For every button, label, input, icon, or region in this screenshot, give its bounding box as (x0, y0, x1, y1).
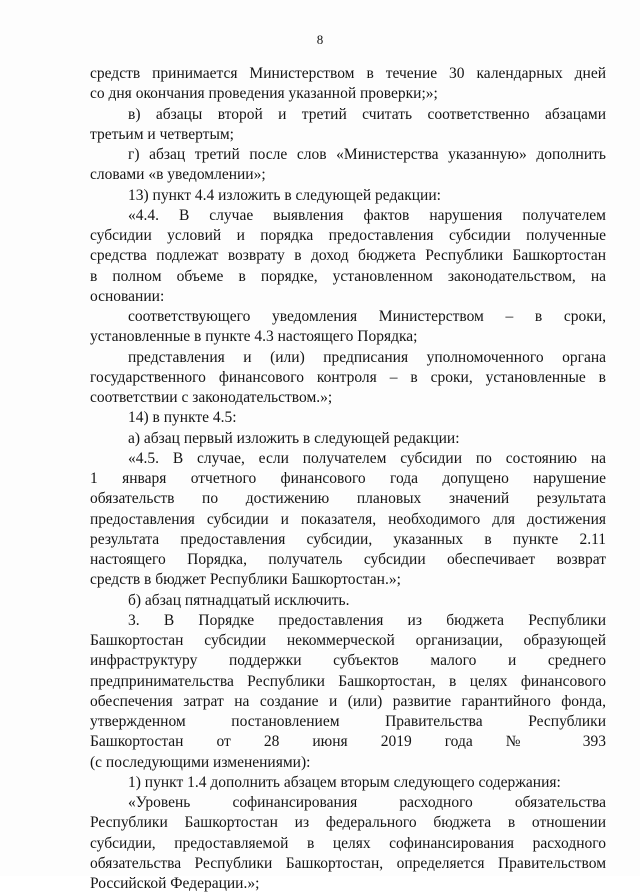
text-line: представления и (или) предписания уполномоченного органа (128, 348, 606, 366)
text-line: средств в бюджет Республики Башкортостан.»; (90, 571, 401, 589)
text-line: средства подлежат возврату в доход бюджета Республики Башкортостан (90, 247, 606, 265)
text-line: Башкортостан субсидии некоммерческой организации, образующей (90, 632, 606, 649)
text-line: в) абзацы второй и третий считать соответственно абзацами (128, 105, 606, 123)
text-line: предоставления субсидии и показателя, необходимого для достижения (90, 510, 606, 528)
page-number: 8 (316, 32, 324, 47)
text-line: 1) пункт 1.4 дополнить абзацем вторым следующего содержания: (128, 773, 561, 791)
text-line: а) абзац первый изложить в следующей редакции: (128, 429, 460, 447)
text-line: третьим и четвертым; (90, 125, 234, 143)
text-line: б) абзац пятнадцатый исключить. (128, 591, 350, 609)
text-line: Республики Башкортостан из федерального бюджета в отношении (90, 814, 606, 832)
text-line: «4.5. В случае, если получателем субсидии по состоянию на (128, 449, 606, 467)
text-line: Башкортостан от 28 июня 2019 года № 393 (90, 733, 606, 751)
text-line: субсидии, предоставляемой в целях софинансирования расходного (90, 834, 606, 852)
text-line: предпринимательства Республики Башкортостан, в целях финансового (90, 672, 606, 690)
text-line: обязательства Республики Башкортостан, определяется Правительством (90, 854, 606, 872)
text-line: 3. В Порядке предоставления из бюджета Республики (128, 611, 606, 629)
text-line: результата предоставления субсидии, указанных в пункте 2.11 (90, 530, 606, 548)
text-line: установленные в пункте 4.3 настоящего Порядка; (90, 328, 418, 346)
text-line: средств принимается Министерством в течение 30 календарных дней (90, 65, 606, 82)
text-line: 13) пункт 4.4 изложить в следующей редакции: (128, 186, 441, 204)
text-line: субсидии условий и порядка предоставления субсидии полученные (90, 227, 606, 244)
text-line: основании: (90, 287, 165, 305)
text-line: соответствии с законодательством.»; (90, 389, 333, 406)
text-line: со дня окончания проведения указанной проверки;»; (90, 85, 438, 103)
text-line: обеспечения затрат на создание и (или) развитие гарантийного фонда, (90, 692, 606, 710)
text-line: 1 января отчетного финансового года допущено нарушение (90, 470, 606, 487)
text-line: «Уровень софинансирования расходного обязательства (128, 794, 606, 811)
text-line: словами «в уведомлении»; (90, 166, 266, 184)
text-line: государственного финансового контроля – в сроки, установленные в (90, 368, 606, 386)
text-line: г) абзац третий после слов «Министерства указанную» дополнить (128, 146, 606, 163)
text-line: «4.4. В случае выявления фактов нарушения получателем (128, 206, 606, 224)
text-line: обязательств по достижению плановых значений результата (90, 490, 606, 508)
text-line: соответствующего уведомления Министерством – в сроки, (128, 308, 606, 325)
text-line: настоящего Порядка, получатель субсидии обеспечивает возврат (90, 551, 606, 568)
document-body (90, 64, 606, 894)
text-line: 14) в пункте 4.5: (128, 409, 237, 427)
text-line: инфраструктуру поддержки субъектов малого и среднего (90, 652, 606, 670)
text-line: в полном объеме в порядке, установленном законодательством, на (90, 267, 606, 285)
text-line: утвержденном постановлением Правительства Республики (90, 713, 606, 730)
text-line: Российской Федерации.»; (90, 875, 260, 892)
text-line: (с последующими изменениями): (90, 753, 311, 771)
